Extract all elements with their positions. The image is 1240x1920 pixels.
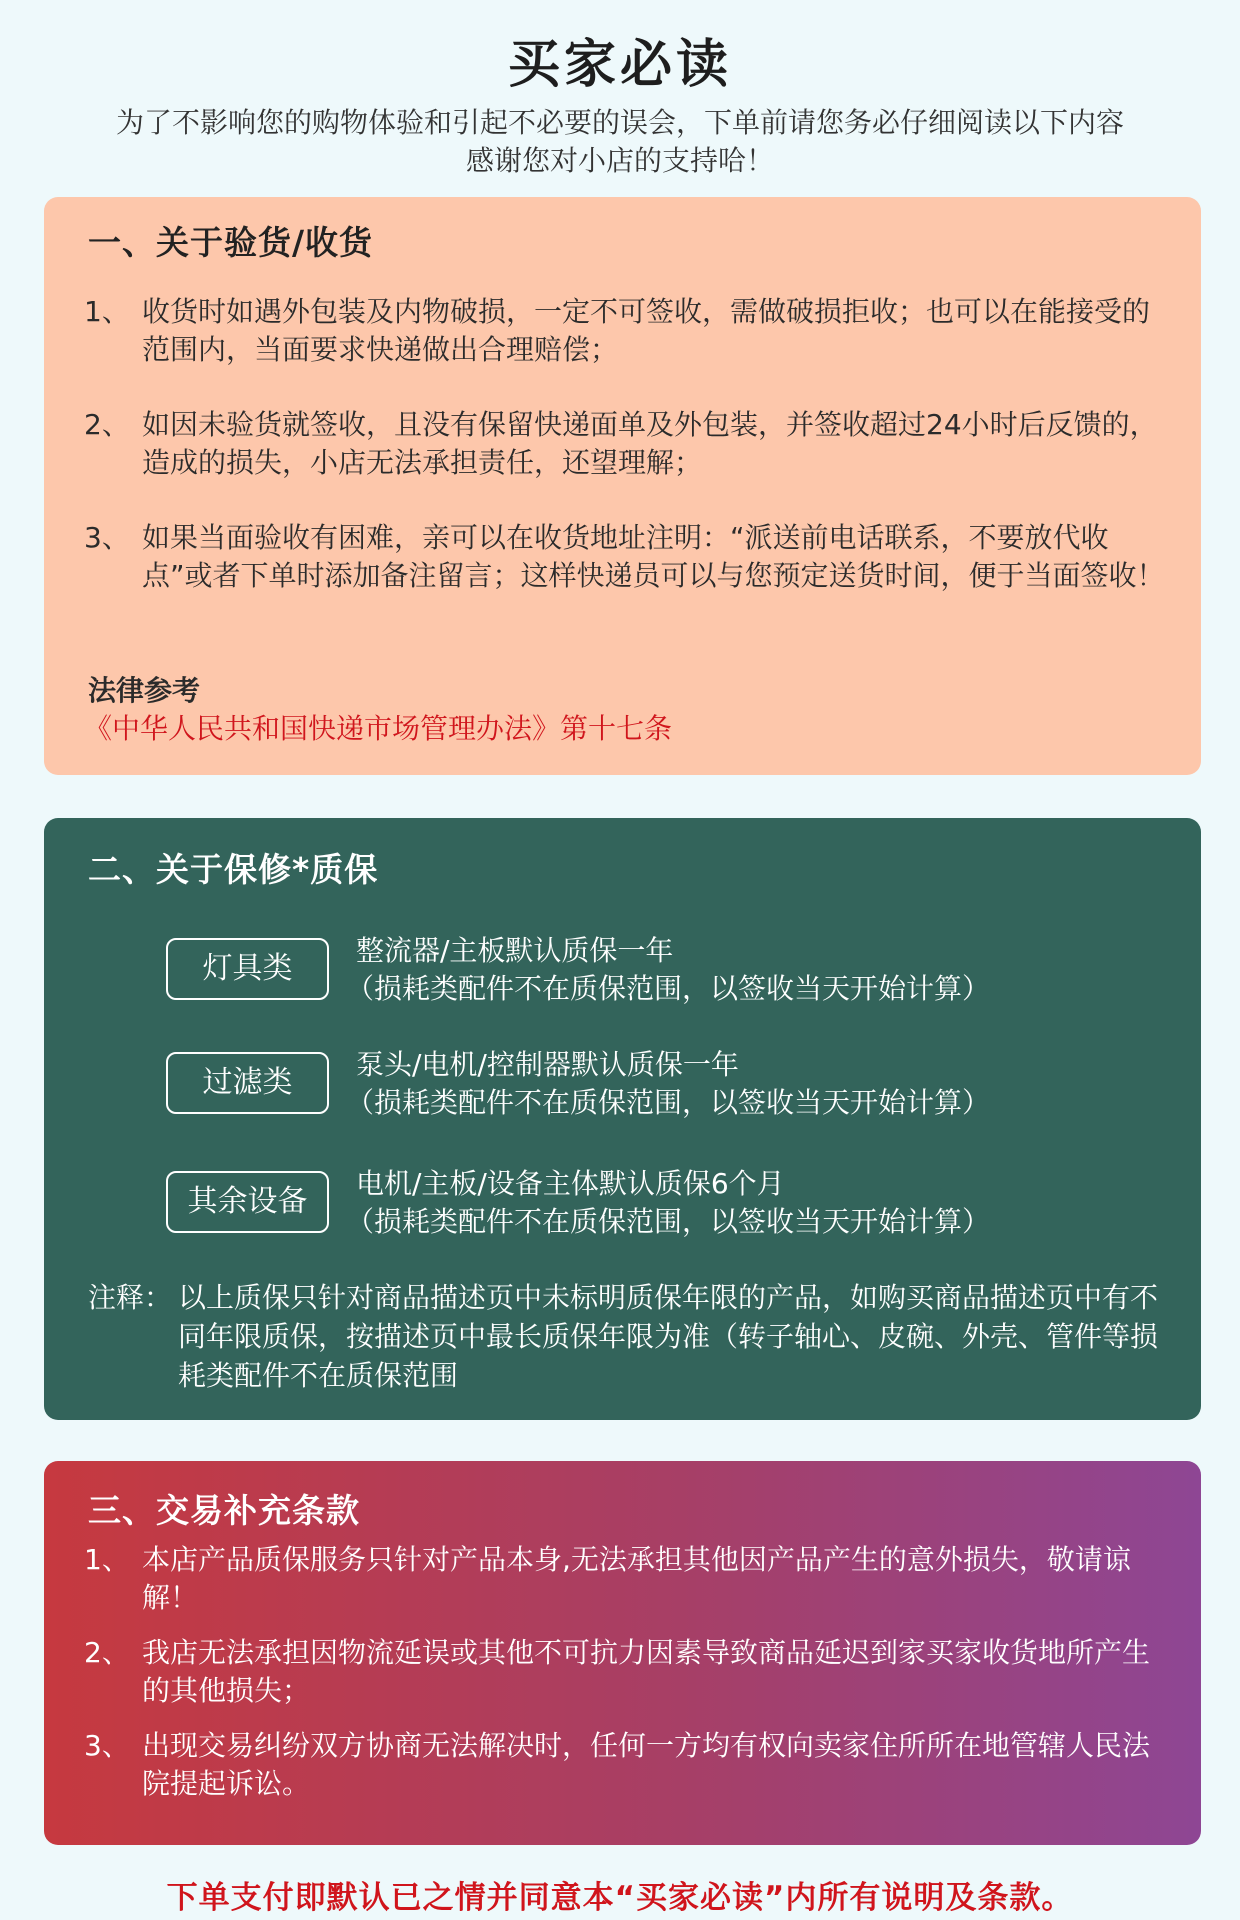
category-badge-filters: 过滤类 (166, 1052, 329, 1114)
item-text: 出现交易纠纷双方协商无法解决时，任何一方均有权向卖家住所所在地管辖人民法院提起诉讼。 (142, 1729, 1151, 1800)
category-desc-filters (346, 1046, 991, 1122)
item-number: 1、 (84, 1543, 130, 1576)
section-3-item-2 (84, 1634, 1171, 1710)
item-text: 如因未验货就签收，且没有保留快递面单及外包装，并签收超过24小时后反馈的，造成的损失，小店无法承担责任，还望理解； (142, 408, 1158, 479)
category-desc-line-2: （损耗类配件不在质保范围，以签收当天开始计算） (346, 1205, 991, 1238)
item-number: 3、 (84, 1729, 130, 1762)
subtitle-line-2: 感谢您对小店的支持哈！ (465, 144, 774, 177)
page-title: 买家必读 (507, 35, 732, 95)
inspection-receipt-card (44, 197, 1201, 775)
item-number: 2、 (84, 1636, 130, 1669)
law-reference-label: 法律参考 (88, 674, 201, 707)
section-3-item-3 (84, 1727, 1171, 1803)
category-badge-other-equipment: 其余设备 (166, 1171, 329, 1233)
section-1-heading: 一、关于验货/收货 (88, 223, 374, 262)
note-text: 以上质保只针对商品描述页中未标明质保年限的产品，如购买商品描述页中有不同年限质保，按描述页中最长质保年限为准（转子轴心、皮碗、外壳、管件等损耗类配件不在质保范围 (178, 1281, 1159, 1392)
law-reference-text: 《中华人民共和国快递市场管理办法》第十七条 (84, 712, 673, 745)
category-desc-line-1: 泵头/电机/控制器默认质保一年 (356, 1048, 739, 1081)
section-3-heading: 三、交易补充条款 (88, 1491, 360, 1530)
item-number: 2、 (84, 408, 130, 441)
category-badge-lamps: 灯具类 (166, 938, 329, 1000)
section-1-item-2 (84, 406, 1171, 482)
supplementary-terms-card (44, 1461, 1201, 1845)
item-number: 1、 (84, 295, 130, 328)
item-text: 我店无法承担因物流延误或其他不可抗力因素导致商品延迟到家买家收货地所产生的其他损失； (142, 1636, 1151, 1707)
footer-notice: 下单支付即默认已之情并同意本“买家必读”内所有说明及条款。 (166, 1880, 1074, 1916)
item-text: 收货时如遇外包装及内物破损，一定不可签收，需做破损拒收；也可以在能接受的范围内，当面要求快递做出合理赔偿； (142, 295, 1151, 366)
category-desc-line-2: （损耗类配件不在质保范围，以签收当天开始计算） (346, 972, 991, 1005)
item-number: 3、 (84, 521, 130, 554)
item-text: 如果当面验收有困难，亲可以在收货地址注明：“派送前电话联系，不要放代收点”或者下单时添加备注留言；这样快递员可以与您预定送货时间，便于当面签收！ (142, 521, 1165, 592)
section-1-item-1 (84, 293, 1171, 369)
category-desc-line-2: （损耗类配件不在质保范围，以签收当天开始计算） (346, 1086, 991, 1119)
category-desc-other-equipment (346, 1165, 991, 1241)
note-label: 注释： (88, 1281, 173, 1314)
section-3-item-1 (84, 1541, 1171, 1617)
category-desc-lamps (346, 932, 991, 1008)
subtitle-line-1: 为了不影响您的购物体验和引起不必要的误会，下单前请您务必仔细阅读以下内容 (115, 106, 1124, 139)
item-text: 本店产品质保服务只针对产品本身,无法承担其他因产品产生的意外损失，敬请谅解！ (142, 1543, 1131, 1614)
section-1-item-3 (84, 519, 1171, 595)
category-desc-line-1: 电机/主板/设备主体默认质保6个月 (356, 1167, 785, 1200)
warranty-card (44, 818, 1201, 1420)
warranty-note (88, 1278, 1161, 1395)
category-desc-line-1: 整流器/主板默认质保一年 (356, 934, 674, 967)
section-2-heading: 二、关于保修*质保 (88, 850, 379, 889)
